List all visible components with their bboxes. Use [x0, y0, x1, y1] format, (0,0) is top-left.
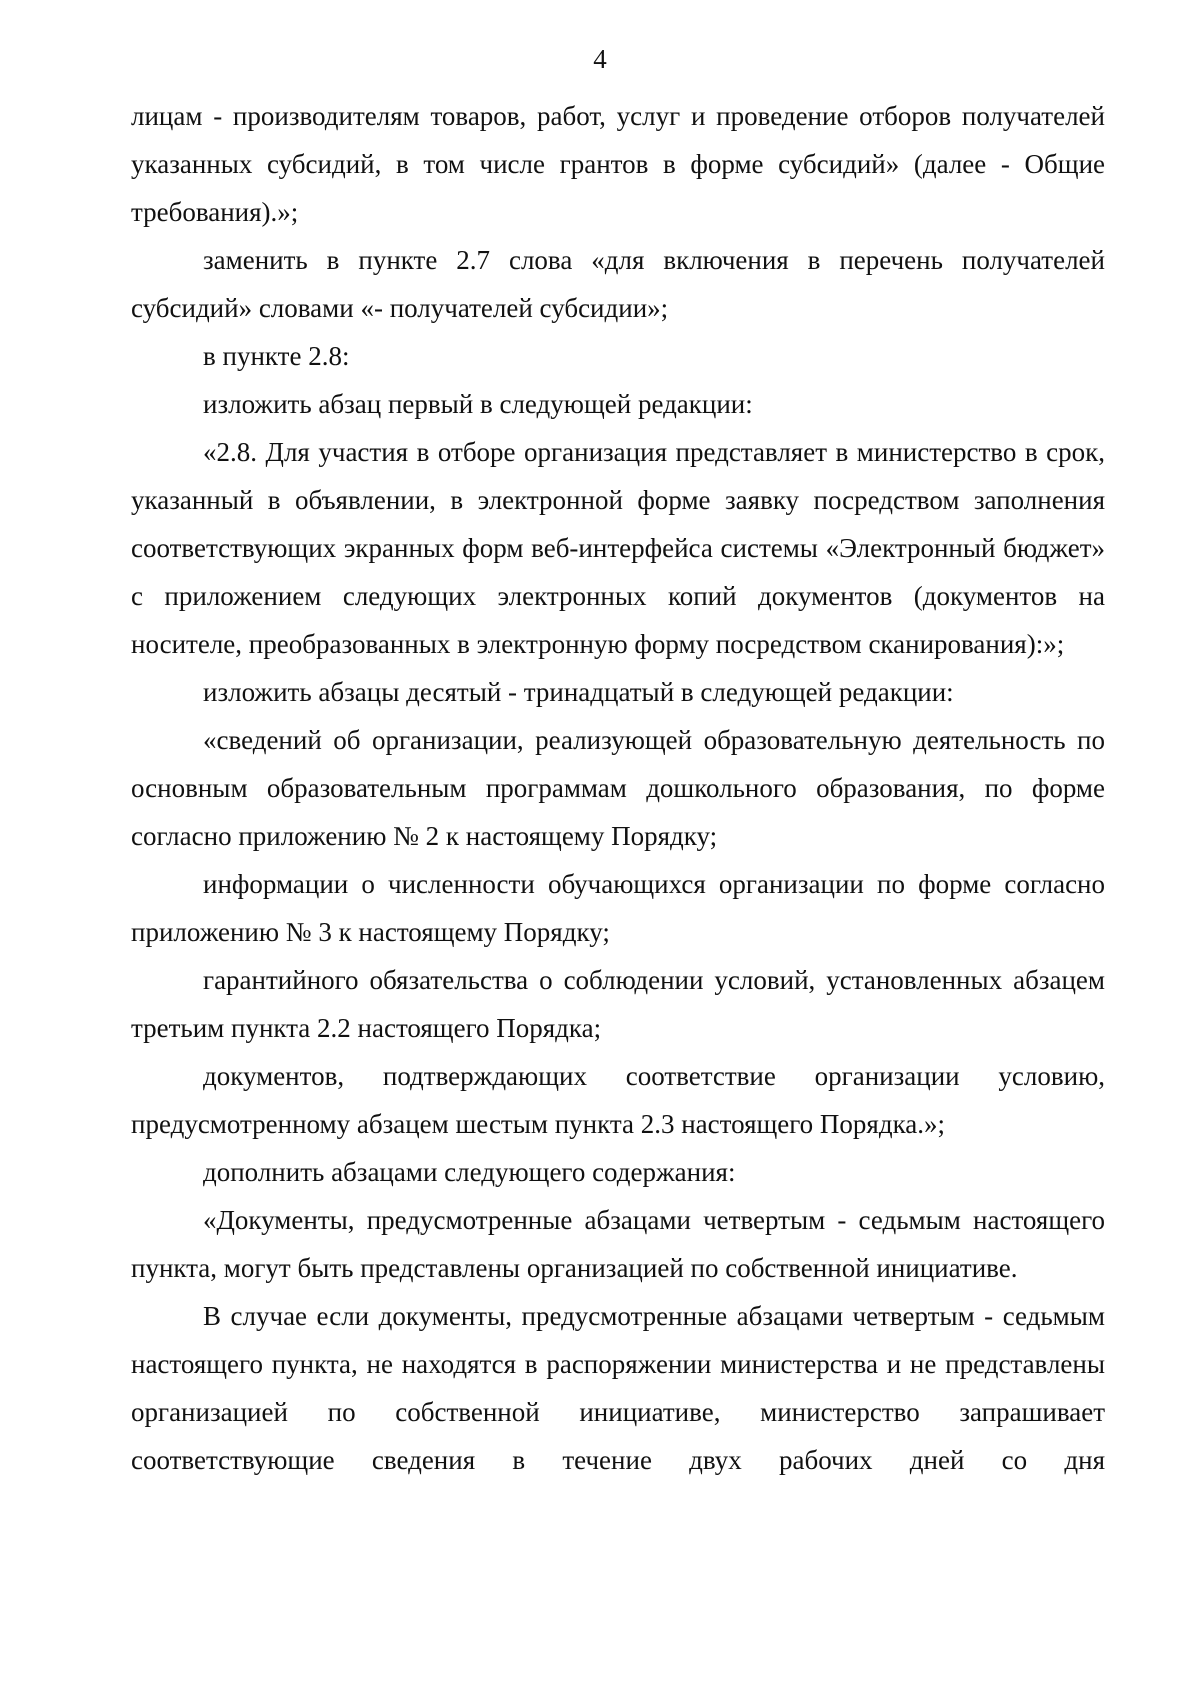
paragraph-13: В случае если документы, предусмотренные абзацами четвертым - седьмым настоящего пункта, не находятся в распоряжении министерства и не представлены организацией по собственной инициативе, министерство запрашивает соответствующие сведения в течение двух рабочих дней со дня [131, 1301, 1105, 1475]
paragraph-4: изложить абзац первый в следующей редакции: [203, 389, 753, 419]
paragraph-7: «сведений об организации, реализующей образовательную деятельность по основным образовательным программам дошкольного образования, по форме согласно приложению № 2 к настоящему Порядку; [131, 725, 1105, 851]
paragraph-1: лицам - производителям товаров, работ, услуг и проведение отборов получателей указанных субсидий, в том числе грантов в форме субсидий» (далее - Общие требования).»; [131, 101, 1105, 227]
paragraph-5: «2.8. Для участия в отборе организация представляет в министерство в срок, указанный в объявлении, в электронной форме заявку посредством заполнения соответствующих экранных форм веб-интерфейса системы «Электронный бюджет» с приложением следующих электронных копий документов (документов на носителе, преобразованных в электронную форму посредством сканирования):»; [131, 437, 1105, 659]
paragraph-2: заменить в пункте 2.7 слова «для включения в перечень получателей субсидий» словами «- получателей субсидии»; [131, 245, 1105, 323]
paragraph-9: гарантийного обязательства о соблюдении условий, установленных абзацем третьим пункта 2.2 настоящего Порядка; [131, 965, 1105, 1043]
paragraph-11: дополнить абзацами следующего содержания: [203, 1157, 736, 1187]
paragraph-12: «Документы, предусмотренные абзацами четвертым - седьмым настоящего пункта, могут быть представлены организацией по собственной инициативе. [131, 1205, 1105, 1283]
paragraph-3: в пункте 2.8: [203, 341, 350, 371]
page-number: 4 [593, 44, 607, 74]
paragraph-10: документов, подтверждающих соответствие организации условию, предусмотренному абзацем шестым пункта 2.3 настоящего Порядка.»; [131, 1061, 1105, 1139]
document-body [131, 92, 1105, 1484]
paragraph-6: изложить абзацы десятый - тринадцатый в следующей редакции: [203, 677, 954, 707]
paragraph-8: информации о численности обучающихся организации по форме согласно приложению № 3 к настоящему Порядку; [131, 869, 1105, 947]
